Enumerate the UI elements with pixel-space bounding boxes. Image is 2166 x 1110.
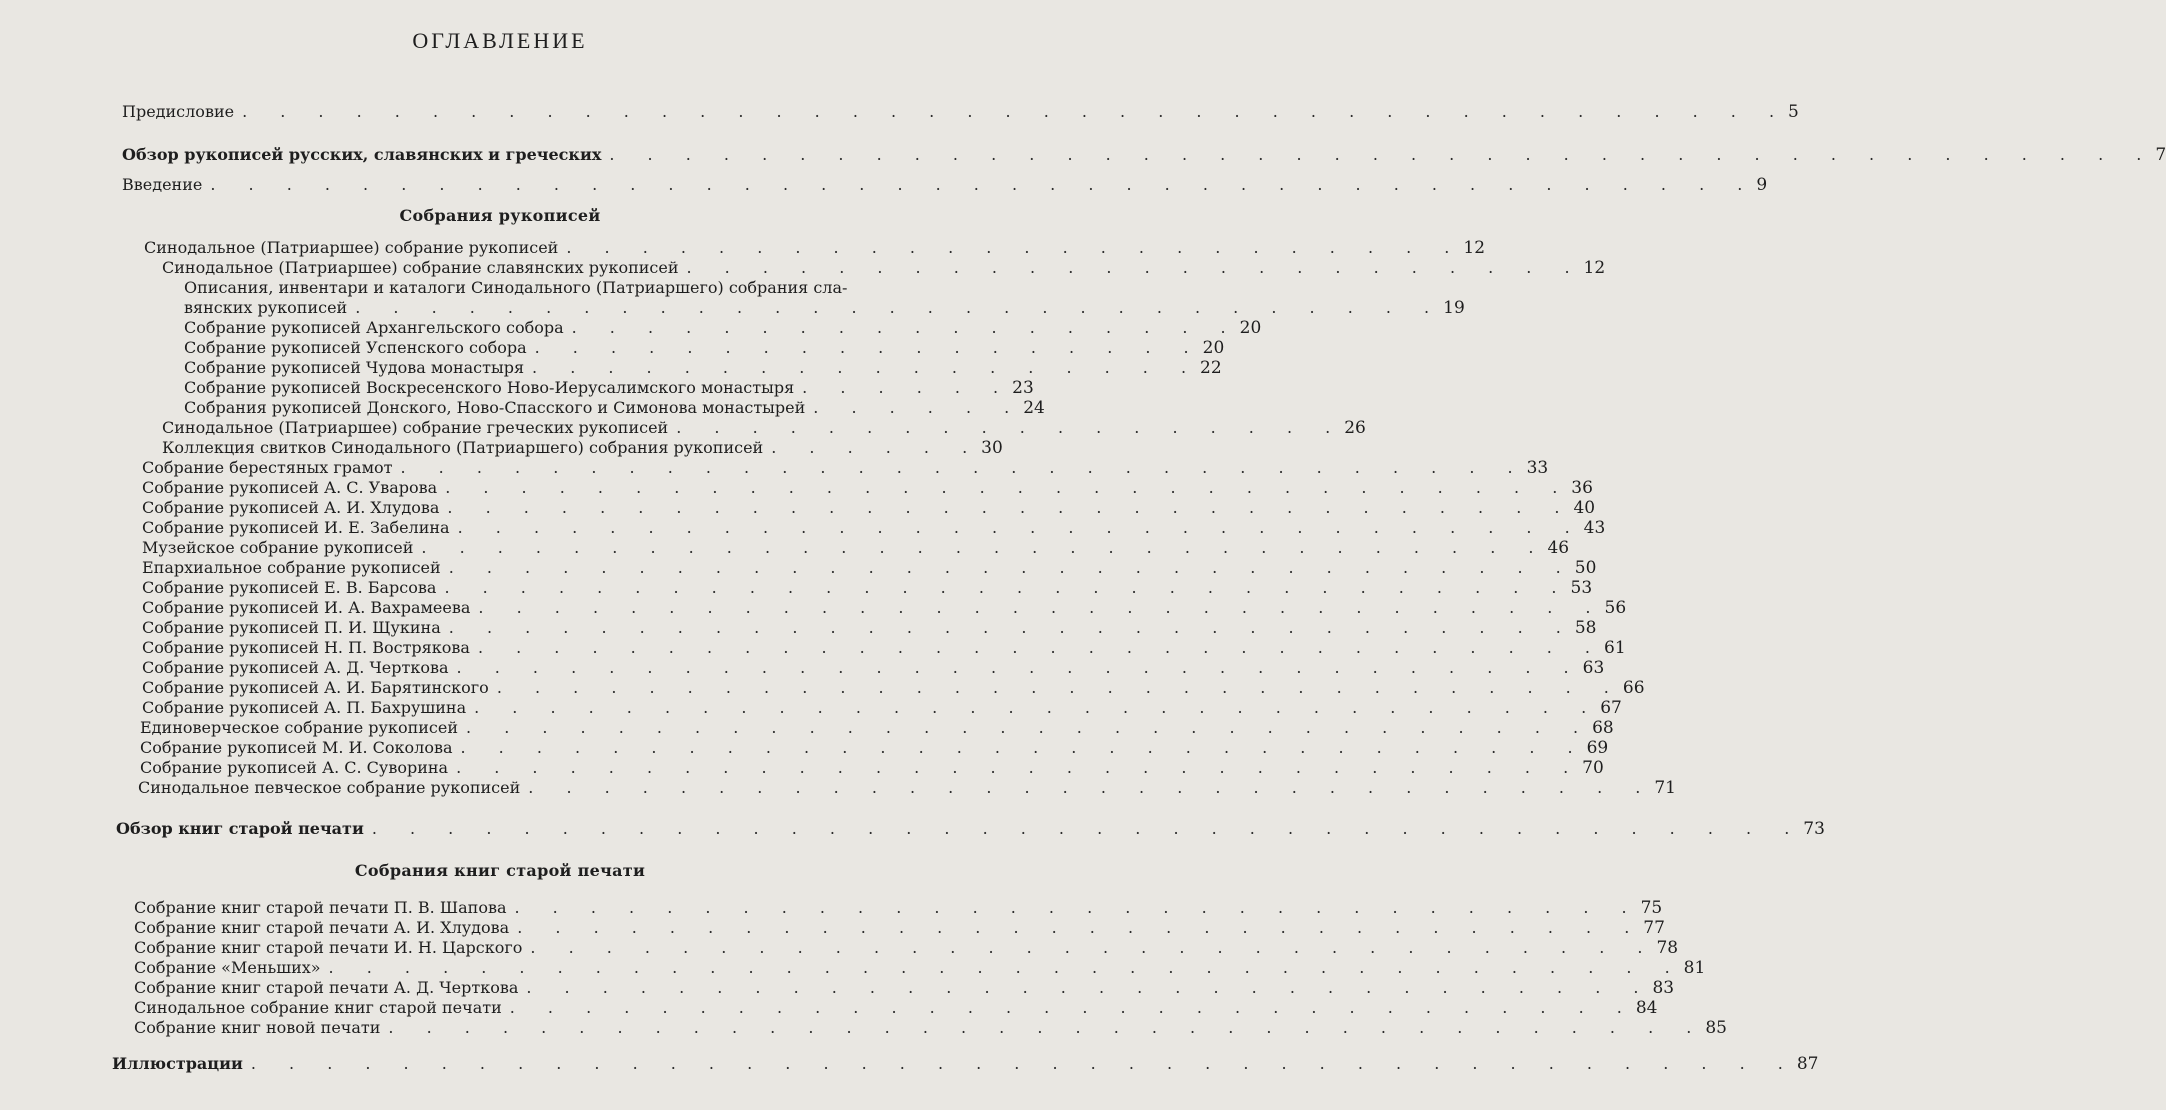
toc-entry-label: Собрание «Меньших» xyxy=(134,958,321,977)
toc-entry xyxy=(140,718,1614,738)
toc-page-number: 9 xyxy=(1756,175,1768,195)
page-title: ОГЛАВЛЕНИЕ xyxy=(412,28,588,53)
toc-entry xyxy=(162,418,1366,438)
toc-page-number: 66 xyxy=(1622,678,1645,698)
leader-dots: . . . . . . . . . . . . . . . . . . . . . . . . . . . . . . xyxy=(528,778,1655,797)
toc-entry xyxy=(142,638,1626,658)
leader-dots: . . . . . . . . . . . . . . . . . . . . . . . . . . . . . . . . . . . . . . . . . xyxy=(242,102,1789,121)
toc-page-number: 36 xyxy=(1571,478,1593,498)
toc-entry-label: Синодальное собрание книг старой печати xyxy=(134,998,502,1017)
toc-page-number: 69 xyxy=(1586,738,1609,758)
toc-entry xyxy=(142,518,1606,538)
toc-entry xyxy=(184,358,1222,378)
toc-entry xyxy=(134,958,1706,978)
leader-dots: . . . . . . . . . . . . . . . . . . . . . . . . . . . . . . xyxy=(496,678,1623,697)
leader-dots: . . . . . . . . . . . . . . . . . . . . . . . . . . . . . . xyxy=(477,638,1605,657)
toc-entry xyxy=(142,598,1627,618)
toc-entry-label: Собрания рукописей Донского, Ново-Спасского и Симонова монастырей xyxy=(184,398,806,417)
leader-dots: . . . . . . . . . . . . . . . . . . . . . . . . . . . . . . xyxy=(456,758,1583,777)
toc-entry xyxy=(142,478,1593,498)
toc-entry-label: Собрание рукописей А. С. Уварова xyxy=(142,478,438,497)
toc-entry-label: Собрание рукописей М. И. Соколова xyxy=(140,738,453,757)
toc-entry xyxy=(134,998,1658,1018)
toc-page-number: 30 xyxy=(981,438,1003,458)
toc-entry-label: Собрание рукописей А. И. Барятинского xyxy=(142,678,489,697)
toc-entry-multiline xyxy=(184,278,968,298)
toc-entry xyxy=(162,438,1003,458)
toc-page-number: 12 xyxy=(1463,238,1486,258)
toc-entry xyxy=(140,738,1609,758)
toc-entry-label: Иллюстрации xyxy=(112,1054,243,1073)
toc-page-number: 68 xyxy=(1592,718,1614,738)
toc-page-number: 84 xyxy=(1635,998,1658,1018)
leader-dots: . . . . . . . . . . . . . . . . . . . . . . . . . . . . . . xyxy=(421,538,1548,557)
toc-page-number: 50 xyxy=(1574,558,1597,578)
toc-entry xyxy=(142,458,1549,478)
toc-entry-label: Синодальное (Патриаршее) собрание славянских рукописей xyxy=(162,258,679,277)
toc-entry-label: Музейское собрание рукописей xyxy=(142,538,414,557)
toc-entry-label: Собрание рукописей Архангельского собора xyxy=(184,318,564,337)
toc-page-number: 56 xyxy=(1604,598,1627,618)
toc-page-number: 12 xyxy=(1583,258,1606,278)
toc-entry-label: Собрание книг старой печати А. И. Хлудова xyxy=(134,918,510,937)
toc-entry-label: Предисловие xyxy=(122,102,235,121)
toc-entry xyxy=(122,175,1768,195)
toc-entry xyxy=(134,898,1663,918)
toc-entry xyxy=(134,918,1665,938)
toc-entry-label-line1: Описания, инвентари и каталоги Синодального (Патриаршего) собрания сла- xyxy=(184,278,848,297)
toc-page-number: 23 xyxy=(1012,378,1034,398)
toc-entry-label: Собрание рукописей А. С. Суворина xyxy=(140,758,449,777)
toc-entry-label: Синодальное (Патриаршее) собрание греческих рукописей xyxy=(162,418,669,437)
toc-page-number: 19 xyxy=(1443,298,1465,318)
toc-page-number: 46 xyxy=(1547,538,1570,558)
leader-dots: . . . . . . . . . . . . . . . . . . . . . . . . . . . . . . xyxy=(514,898,1641,917)
leader-dots: . . . . . . . . . . . . . . . . . . . . . . . . . . . . . . . . . . . . . . . . . xyxy=(210,175,1757,194)
toc-entry-label: Епархиальное собрание рукописей xyxy=(142,558,441,577)
toc-entry xyxy=(184,338,1225,358)
toc-entry-label: Собрание книг старой печати И. Н. Царского xyxy=(134,938,523,957)
toc-page-number: 87 xyxy=(1796,1054,1819,1074)
toc-entry-label: Собрание рукописей И. Е. Забелина xyxy=(142,518,450,537)
toc-entry xyxy=(144,238,1486,258)
leader-dots: . . . . . . . . . . . . . . . . . . . . . . . . . . . . . . . . . . . . . . xyxy=(371,819,1804,838)
toc-page-number: 73 xyxy=(1803,819,1825,839)
toc-page-number: 26 xyxy=(1344,418,1366,438)
section-heading: Собрания рукописей xyxy=(399,206,601,225)
toc-page-number: 20 xyxy=(1239,318,1262,338)
leader-dots: . . . . . . . . . . . . . . . . . . . . . . . . . . . . . . xyxy=(526,978,1653,997)
toc-page-number: 70 xyxy=(1582,758,1604,778)
toc-entry xyxy=(116,819,1825,839)
toc-page-number: 77 xyxy=(1643,918,1665,938)
toc-entry-label: Введение xyxy=(122,175,203,194)
leader-dots: . . . . . . . . . . . . . . . . . . . . . . . . . . . . . . . . . . . . . . . . . xyxy=(609,145,2156,164)
leader-dots: . . . . . . . . . . . . . . . . . . . . . . . . xyxy=(566,238,1464,257)
toc-page-number: 67 xyxy=(1600,698,1622,718)
leader-dots: . . . . . . xyxy=(813,398,1024,417)
toc-page-number: 81 xyxy=(1683,958,1706,978)
leader-dots: . . . . . . . . . . . . . . . . . . . . . . . . . . . . . . . . . . . xyxy=(388,1018,1706,1037)
toc-entry-label: Собрание рукописей Е. В. Барсова xyxy=(142,578,437,597)
toc-page-number: 78 xyxy=(1656,938,1679,958)
leader-dots: . . . . . . . . . . . . . . . . . . xyxy=(571,318,1240,337)
toc-page-number: 53 xyxy=(1570,578,1593,598)
toc-page-number: 7 xyxy=(2155,145,2166,165)
toc-entry xyxy=(142,698,1622,718)
toc-page-number: 85 xyxy=(1705,1018,1727,1038)
toc-entry-label: Синодальное певческое собрание рукописей xyxy=(138,778,521,797)
toc-entry-label: Собрание рукописей И. А. Вахрамеева xyxy=(142,598,471,617)
toc-entry-label: Собрание рукописей Н. П. Вострякова xyxy=(142,638,470,657)
toc-entry-label: Собрание рукописей А. П. Бахрушина xyxy=(142,698,467,717)
toc-page-number: 5 xyxy=(1788,102,1799,122)
toc-entry-label: Собрание берестяных грамот xyxy=(142,458,393,477)
toc-entry xyxy=(184,378,1034,398)
toc-entry-label: Обзор книг старой печати xyxy=(116,819,364,838)
toc-entry xyxy=(112,1054,1819,1074)
toc-entry xyxy=(184,398,1045,418)
toc-entry-label: Собрание рукописей Успенского собора xyxy=(184,338,527,357)
toc-entry xyxy=(142,558,1597,578)
toc-entry xyxy=(184,298,1465,318)
toc-entry-label: Собрание книг новой печати xyxy=(134,1018,381,1037)
toc-page-number: 58 xyxy=(1574,618,1597,638)
toc-page-number: 61 xyxy=(1604,638,1626,658)
leader-dots: . . . . . . . . . . . . . . . . . . . . . . . . . . . . . . xyxy=(448,618,1575,637)
toc-entry-label: Собрание рукописей А. Д. Черткова xyxy=(142,658,449,677)
leader-dots: . . . . . . xyxy=(771,438,982,457)
leader-dots: . . . . . . . . . . . . . . . . . . . . . . . . . . . . . . xyxy=(445,478,1572,497)
leader-dots: . . . . . . . . . . . . . . . . . . . . . . . . . . . . . . xyxy=(448,558,1575,577)
toc-entry xyxy=(142,538,1570,558)
toc-entry xyxy=(184,318,1262,338)
toc-entry xyxy=(142,498,1596,518)
leader-dots: . . . . . . . . . . . . . . . . . . . . . . . . . . . . . xyxy=(355,298,1444,317)
toc-entry-label: Собрание рукописей Воскресенского Ново-Иерусалимского монастыря xyxy=(184,378,795,397)
leader-dots: . . . . . . . . . . . . . . . . . . . . . . . . . . . . . . xyxy=(447,498,1574,517)
leader-dots: . . . . . . . . . . . . . . . . . . . . . . . . . . . . . . xyxy=(460,738,1587,757)
leader-dots: . . . . . . . . . . . . . . . . . . . . . . . . . . . . . . xyxy=(466,718,1593,737)
toc-entry xyxy=(142,678,1645,698)
toc-page-number: 43 xyxy=(1583,518,1606,538)
toc-entry-label: Коллекция свитков Синодального (Патриаршего) собрания рукописей xyxy=(162,438,764,457)
leader-dots: . . . . . . xyxy=(802,378,1013,397)
toc-page-number: 22 xyxy=(1200,358,1222,378)
leader-dots: . . . . . . . . . . . . . . . . . . . . . . . . . . . . . . xyxy=(444,578,1571,597)
leader-dots: . . . . . . . . . . . . . . . . . . . . . . . . . . . . . . xyxy=(509,998,1636,1017)
toc-page-number: 40 xyxy=(1573,498,1596,518)
leader-dots: . . . . . . . . . . . . . . . . . . . . . . . . . . . . . . xyxy=(457,518,1584,537)
toc-page-number: 33 xyxy=(1526,458,1549,478)
toc-entry xyxy=(162,258,1606,278)
leader-dots: . . . . . . . . . . . . . . . . . . xyxy=(534,338,1203,357)
toc-entry-label: Обзор рукописей русских, славянских и греческих xyxy=(122,145,602,164)
leader-dots: . . . . . . . . . . . . . . . . . . . . . . . . . . . . . . . . . . . . xyxy=(328,958,1684,977)
toc-entry-label-line2: вянских рукописей xyxy=(184,298,348,317)
toc-page-number: 83 xyxy=(1652,978,1675,998)
toc-entry-label: Собрание рукописей П. И. Щукина xyxy=(142,618,441,637)
leader-dots: . . . . . . . . . . . . . . . . . . . . . . . . xyxy=(686,258,1584,277)
toc-page-number: 20 xyxy=(1202,338,1225,358)
toc-entry-label: Синодальное (Патриаршее) собрание рукописей xyxy=(144,238,559,257)
toc-entry xyxy=(122,145,2166,165)
leader-dots: . . . . . . . . . . . . . . . . . . . . . . . . . . . . . . . . . . . . . . . . . xyxy=(250,1054,1797,1073)
leader-dots: . . . . . . . . . . . . . . . . . . xyxy=(676,418,1345,437)
toc-entry xyxy=(134,1018,1727,1038)
toc-entry-label: Собрание рукописей Чудова монастыря xyxy=(184,358,525,377)
leader-dots: . . . . . . . . . . . . . . . . . . . . . . . . . . . . . . xyxy=(400,458,1527,477)
toc-entry xyxy=(122,102,1799,122)
leader-dots: . . . . . . . . . . . . . . . . . . . . . . . . . . . . . . xyxy=(456,658,1583,677)
toc-entry xyxy=(134,978,1675,998)
section-heading: Собрания книг старой печати xyxy=(354,861,646,880)
leader-dots: . . . . . . . . . . . . . . . . . . . . . . . . . . . . . . xyxy=(474,698,1601,717)
toc-page-number: 63 xyxy=(1582,658,1605,678)
toc-entry xyxy=(134,938,1679,958)
leader-dots: . . . . . . . . . . . . . . . . . . xyxy=(532,358,1201,377)
toc-entry-label: Собрание рукописей А. И. Хлудова xyxy=(142,498,440,517)
toc-entry xyxy=(142,658,1605,678)
toc-page-number: 71 xyxy=(1654,778,1676,798)
toc-entry xyxy=(140,758,1604,778)
toc-entry-label: Собрание книг старой печати А. Д. Черткова xyxy=(134,978,519,997)
leader-dots: . . . . . . . . . . . . . . . . . . . . . . . . . . . . . . xyxy=(517,918,1644,937)
leader-dots: . . . . . . . . . . . . . . . . . . . . . . . . . . . . . . xyxy=(530,938,1657,957)
toc-page-number: 75 xyxy=(1640,898,1663,918)
toc-entry-label: Единоверческое собрание рукописей xyxy=(140,718,459,737)
toc-entry xyxy=(142,618,1597,638)
toc-entry xyxy=(138,778,1676,798)
toc-entry xyxy=(142,578,1593,598)
leader-dots: . . . . . . . . . . . . . . . . . . . . . . . . . . . . . . xyxy=(478,598,1605,617)
toc-entry-label: Собрание книг старой печати П. В. Шапова xyxy=(134,898,507,917)
toc-page-number: 24 xyxy=(1023,398,1045,418)
